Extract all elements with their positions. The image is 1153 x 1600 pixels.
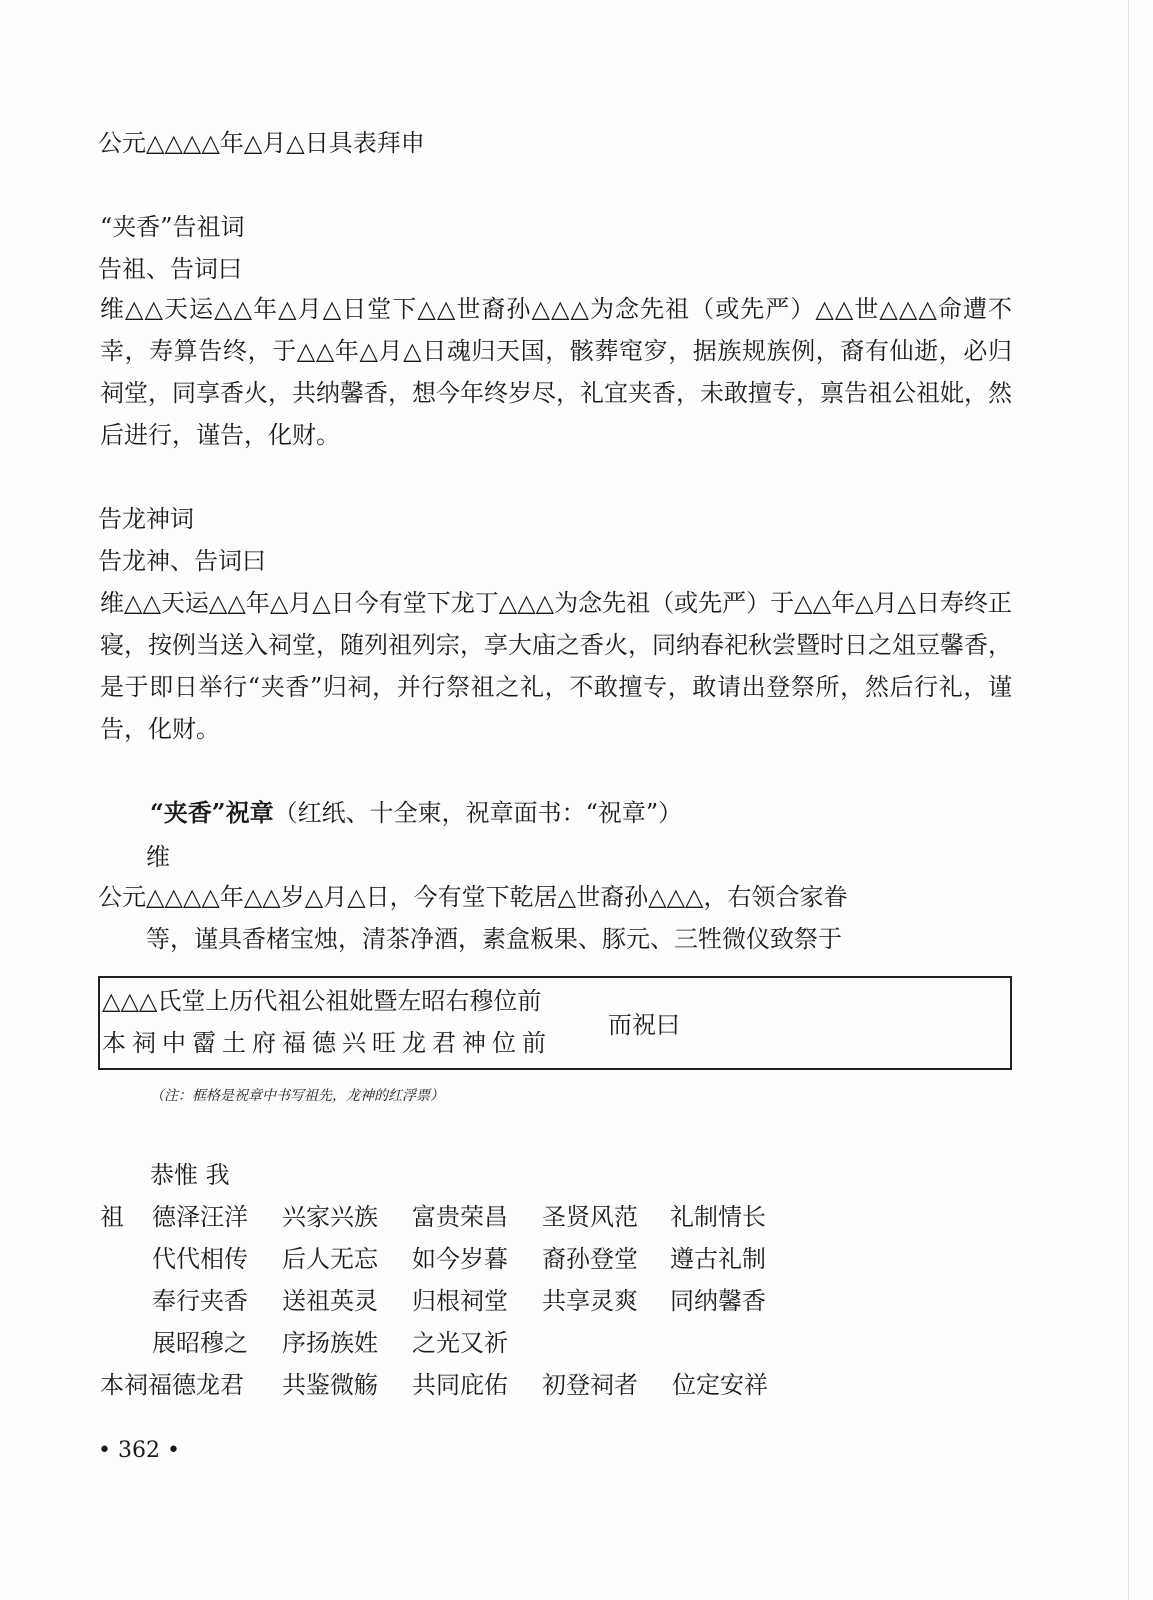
verse-phrase: 序扬族姓: [282, 1329, 378, 1357]
verse-phrase: 圣贤风范: [542, 1203, 638, 1231]
page-edge: [1128, 0, 1129, 1600]
ancestor-body: 维△△天运△△年△月△日堂下△△世裔孙△△△为念先祖（或先严）△△世△△△命遭不幸，寿算告终，于△△年△月△日魂归天国，骸葬窀穸，据族规族例，裔有仙逝，必归祠堂，同享香火，共纳馨香，想今年终岁尽，礼宜夹香，未敢擅专，禀告祖公祖妣，然后进行，谨告，化财。: [100, 295, 1012, 449]
frame-note: （注：框格是祝章中书写祖先，龙神的红浮票）: [150, 1088, 444, 1104]
verse-phrase: 后人无忘: [282, 1245, 378, 1273]
verse-phrase: 如今岁暮: [412, 1245, 508, 1273]
ancestor-title: “夹香”告祖词: [100, 213, 245, 241]
verse-phrase: 裔孙登堂: [542, 1245, 638, 1273]
verse-phrase: 富贵荣昌: [412, 1203, 508, 1231]
header-line: 公元△△△△年△月△日具表拜申: [98, 129, 425, 157]
verse-phrase: 归根祠堂: [412, 1287, 508, 1315]
verse-phrase: 共享灵爽: [542, 1287, 638, 1315]
page-number: • 362 •: [98, 1438, 180, 1463]
verse-row-lead: 祖: [100, 1203, 124, 1231]
dragon-title: 告龙神词: [98, 505, 194, 533]
prayer-title: [150, 798, 682, 828]
verse-phrase: 初登祠者: [542, 1371, 638, 1399]
verse-phrase: 送祖英灵: [282, 1287, 378, 1315]
verse-row-lead: 本祠福德龙君: [100, 1371, 244, 1399]
verse-phrase: 代代相传: [152, 1245, 248, 1273]
dragon-body: 维△△天运△△年△月△日今有堂下龙丁△△△为念先祖（或先严）于△△年△月△日寿终正寝，按例当送入祠堂，随列祖列宗，享大庙之香火，同纳春祀秋尝暨时日之俎豆馨香，是于即日举行“夹香”归祠，并行祭祖之礼，不敢擅专，敢请出登祭所，然后行礼，谨告，化财。: [100, 589, 1012, 743]
ancestor-intro: 告祖、告词曰: [98, 255, 242, 283]
verse-phrase: 兴家兴族: [282, 1203, 378, 1231]
prayer-title-rest: （红纸、十全柬，祝章面书：“祝章”）: [273, 799, 683, 827]
verse-phrase: 遵古礼制: [670, 1245, 766, 1273]
verse-opening: 恭惟 我: [150, 1161, 230, 1189]
verse-phrase: 共同庇佑: [412, 1371, 508, 1399]
verse-phrase: 奉行夹香: [152, 1287, 248, 1315]
verse-phrase: 同纳馨香: [670, 1287, 766, 1315]
dragon-intro: 告龙神、告词曰: [98, 547, 266, 575]
prayer-wei: 维: [146, 843, 170, 871]
verse-phrase: 展昭穆之: [152, 1329, 248, 1357]
verse-phrase: 礼制情长: [670, 1203, 766, 1231]
verse-phrase: 位定安祥: [672, 1371, 768, 1399]
prayer-title-bold: “夹香”祝章: [150, 798, 274, 827]
verse-phrase: 德泽汪洋: [152, 1203, 248, 1231]
frame-row-dragon-god: 本祠中霤土府福德兴旺龙君神位前: [102, 1029, 552, 1057]
frame-side-text: 而祝曰: [608, 1011, 680, 1039]
frame-row-ancestors: △△△氏堂上历代祖公祖妣暨左昭右穆位前: [102, 987, 542, 1015]
prayer-line-2: 等，谨具香楮宝烛，清茶净酒，素盒粄果、豚元、三牲微仪致祭于: [146, 925, 842, 953]
prayer-line-1: 公元△△△△年△△岁△月△日，今有堂下乾居△世裔孙△△△，右领合家眷: [98, 883, 848, 911]
red-slip-frame: [98, 976, 1012, 1070]
verse-phrase: 之光又祈: [412, 1329, 508, 1357]
verse-phrase: 共鉴微觞: [282, 1371, 378, 1399]
